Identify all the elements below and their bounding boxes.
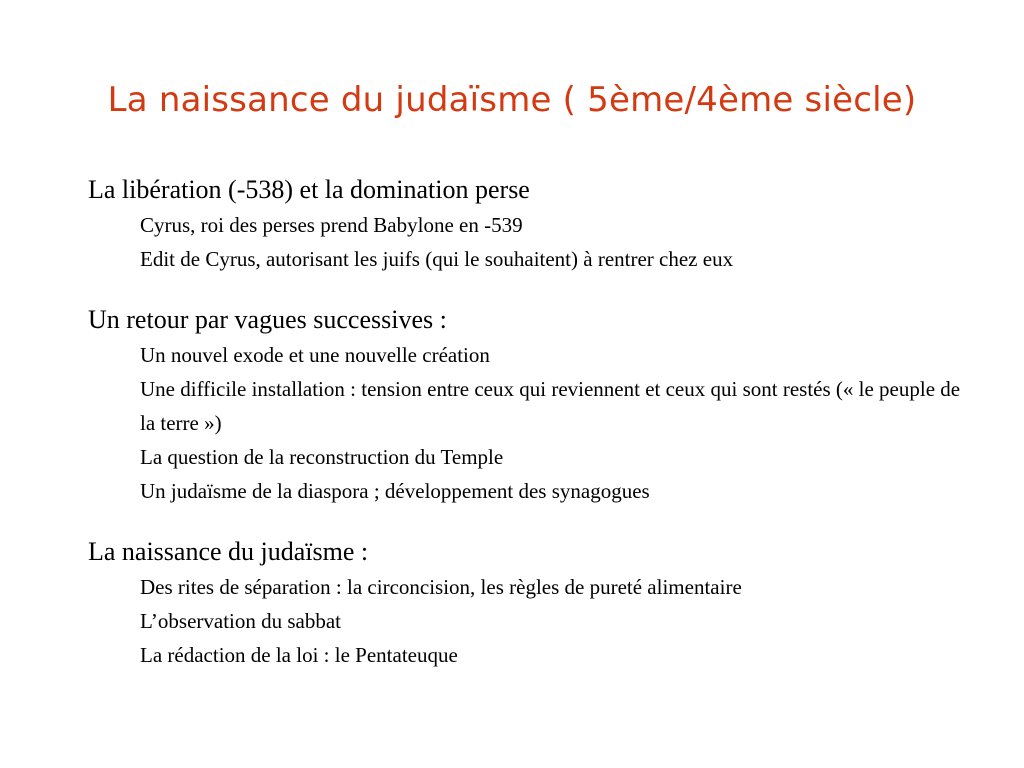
slide-body — [88, 172, 988, 698]
section-retour — [88, 302, 988, 508]
section-item: Des rites de séparation : la circoncision, les règles de pureté alimentaire — [140, 575, 742, 599]
section-heading: La naissance du judaïsme : — [88, 537, 369, 566]
section-item: L’observation du sabbat — [140, 609, 342, 633]
section-liberation — [88, 172, 988, 276]
section-item: La question de la reconstruction du Temple — [140, 445, 504, 469]
section-item: Une difficile installation : tension entre ceux qui reviennent et ceux qui sont restés (« le peuple de la terre ») — [140, 377, 961, 435]
section-heading: Un retour par vagues successives : — [88, 305, 447, 334]
section-item: Edit de Cyrus, autorisant les juifs (qui le souhaitent) à rentrer chez eux — [140, 247, 734, 271]
section-item: Un judaïsme de la diaspora ; développement des synagogues — [140, 479, 650, 503]
slide-title: La naissance du judaïsme ( 5ème/4ème siècle) — [107, 80, 917, 120]
section-item: Cyrus, roi des perses prend Babylone en -539 — [140, 213, 523, 237]
section-item: Un nouvel exode et une nouvelle création — [140, 343, 490, 367]
section-item: La rédaction de la loi : le Pentateuque — [140, 643, 458, 667]
section-naissance — [88, 534, 988, 672]
section-heading: La libération (-538) et la domination perse — [88, 175, 530, 204]
